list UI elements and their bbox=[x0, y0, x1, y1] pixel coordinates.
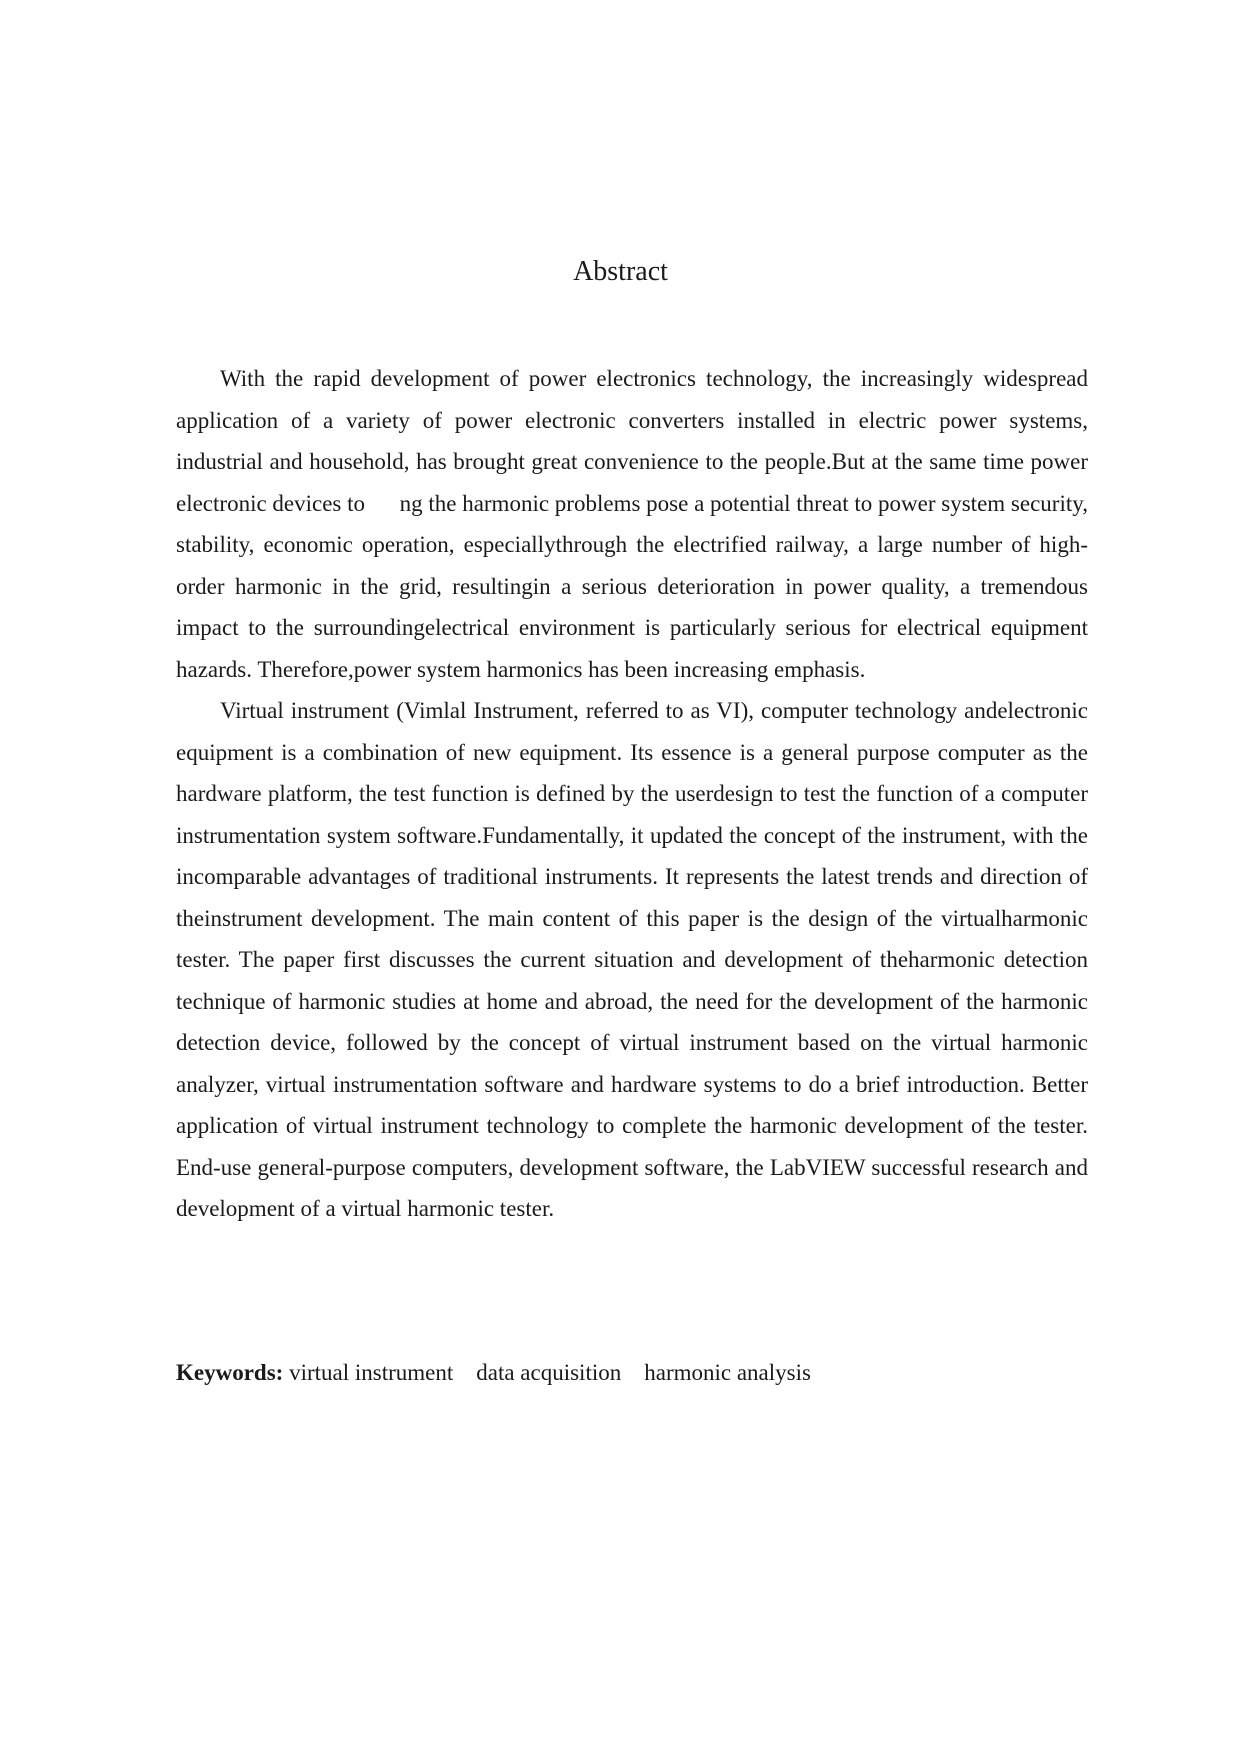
keywords-line bbox=[176, 1352, 1088, 1394]
abstract-body bbox=[176, 358, 1088, 1230]
keywords-values: virtual instrument data acquisition harmonic analysis bbox=[289, 1360, 811, 1385]
abstract-paragraph-1: With the rapid development of power electronics technology, the increasingly widespread application of a variety of power electronic converters installed in electric power systems, industrial and household, has brought great convenience to the people.But at the same time power electronic devices to ng the harmonic problems pose a potential threat to power system security, stability, economic operation, especiallythrough the electrified railway, a large number of high-order harmonic in the grid, resultingin a serious deterioration in power quality, a tremendous impact to the surroundingelectrical environment is particularly serious for electrical equipment hazards. Therefore,power system harmonics has been increasing emphasis. bbox=[176, 366, 1088, 682]
page-title: Abstract bbox=[573, 256, 668, 287]
abstract-paragraph-2: Virtual instrument (Vimlal Instrument, referred to as VI), computer technology andelectronic equipment is a combination of new equipment. Its essence is a general purpose computer as the hardware platform, the test function is defined by the userdesign to test the function of a computer instrumentation system software.Fundamentally, it updated the concept of the instrument, with the incomparable advantages of traditional instruments. It represents the latest trends and direction of theinstrument development. The main content of this paper is the design of the virtualharmonic tester. The paper first discusses the current situation and development of theharmonic detection technique of harmonic studies at home and abroad, the need for the development of the harmonic detection device, followed by the concept of virtual instrument based on the virtual harmonic analyzer, virtual instrumentation software and hardware systems to do a brief introduction. Better application of virtual instrument technology to complete the harmonic development of the tester. End-use general-purpose computers, development software, the LabVIEW successful research and development of a virtual harmonic tester. bbox=[176, 698, 1088, 1221]
keywords-label: Keywords: bbox=[176, 1360, 284, 1385]
